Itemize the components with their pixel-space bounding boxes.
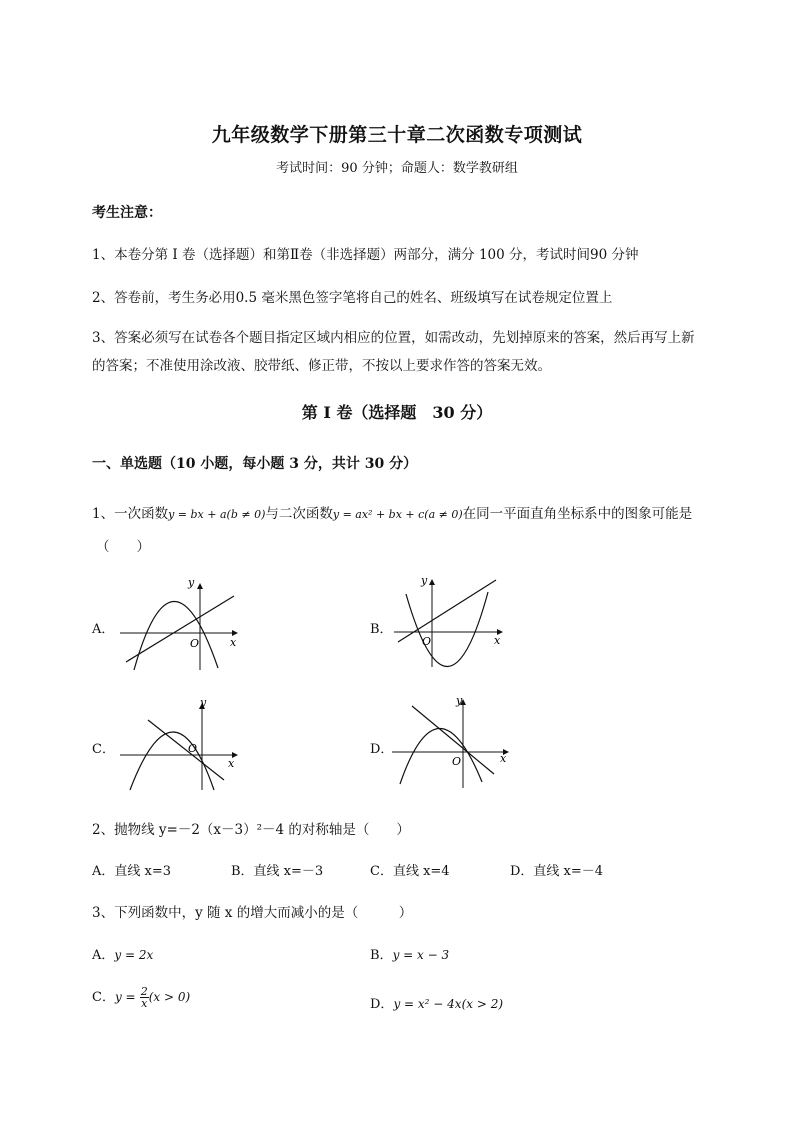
q2-option-c: C．直线 x=4	[370, 864, 450, 879]
section-title: 第 I 卷（选择题 30 分）	[301, 403, 493, 422]
question-2-stem: 2、抛物线 y=－2（x－3）²－4 的对称轴是（ ）	[92, 822, 410, 838]
q2-option-d: D．直线 x=－4	[510, 864, 604, 879]
option-c-label: C．	[92, 742, 115, 757]
q3-option-b	[370, 944, 449, 963]
graph-c-x-label: x	[228, 757, 235, 770]
q3-option-c-condition: (x > 0)	[148, 990, 191, 1004]
graph-a-y-label: y	[188, 576, 195, 589]
graph-c-y-label: y	[200, 696, 207, 709]
option-b-label: B．	[370, 622, 393, 637]
graph-b-y-label: y	[421, 574, 428, 587]
notice-item-3: 3、答案必须写在试卷各个题目指定区域内相应的位置，如需改动，先划掉原来的答案，然后再写上新	[92, 330, 695, 346]
q3-option-c-numerator: 2	[140, 985, 148, 998]
graph-b	[390, 572, 510, 672]
q3-option-c-fraction	[140, 986, 149, 1009]
q2-option-a: A．直线 x=3	[92, 864, 172, 879]
q3-option-d-label: D．	[370, 997, 394, 1012]
page-title: 九年级数学下册第三十章二次函数专项测试	[211, 124, 583, 146]
graph-b-x-label: x	[494, 634, 501, 647]
q3-option-a-label: A．	[92, 948, 115, 963]
graph-d-y-label: y	[456, 694, 463, 707]
q3-option-b-formula: y = x − 3	[392, 948, 450, 962]
notice-heading: 考生注意：	[92, 205, 162, 221]
graph-c-origin: O	[188, 742, 198, 755]
q1-quadratic-formula: y = ax² + bx + c(a ≠ 0)	[332, 508, 463, 521]
graph-a-origin: O	[190, 637, 200, 650]
q1-prefix: 1、一次函数	[92, 506, 169, 522]
graph-b-origin: O	[422, 635, 432, 648]
q1-suffix: 在同一平面直角坐标系中的图象可能是	[462, 506, 693, 522]
q3-option-c-denominator: x	[141, 997, 148, 1010]
q3-option-d-formula: y = x² − 4x(x > 2)	[393, 997, 504, 1011]
graph-a-x-label: x	[230, 636, 237, 649]
option-d-label: D．	[370, 742, 394, 757]
q3-option-c-label: C．	[92, 990, 115, 1005]
graph-c	[112, 694, 247, 794]
q3-option-c	[92, 986, 190, 1009]
q3-option-a-formula: y = 2x	[114, 948, 154, 962]
notice-item-3-cont: 的答案；不准使用涂改液、胶带纸、修正带，不按以上要求作答的答案无效。	[92, 358, 551, 374]
question-3-stem: 3、下列函数中，y 随 x 的增大而减小的是（ ）	[92, 905, 413, 921]
q3-option-d	[370, 993, 503, 1012]
part-heading: 一、单选题（10 小题，每小题 3 分，共计 30 分）	[92, 456, 418, 472]
notice-item-1: 1、本卷分第 I 卷（选择题）和第Ⅱ卷（非选择题）两部分，满分 100 分，考试时间90 分钟	[92, 247, 639, 263]
q1-mid: 与二次函数	[265, 506, 333, 522]
q1-linear-formula: y = bx + a(b ≠ 0)	[168, 508, 266, 521]
graph-d-origin: O	[452, 755, 462, 768]
q2-option-b: B．直线 x=－3	[231, 864, 324, 879]
question-1-stem	[92, 502, 692, 522]
exam-info: 考试时间：90 分钟；命题人：数学教研组	[276, 161, 518, 176]
notice-item-2: 2、答卷前，考生务必用0.5 毫米黑色签字笔将自己的姓名、班级填写在试卷规定位置上	[92, 290, 613, 306]
graph-d	[390, 692, 515, 792]
question-1-paren: （ ）	[96, 539, 150, 555]
graph-d-x-label: x	[500, 752, 507, 765]
option-a-label: A．	[92, 622, 115, 637]
graph-a	[112, 574, 247, 674]
q3-option-c-lhs: y =	[114, 990, 136, 1004]
q3-option-a	[92, 944, 153, 963]
q3-option-b-label: B．	[370, 948, 393, 963]
